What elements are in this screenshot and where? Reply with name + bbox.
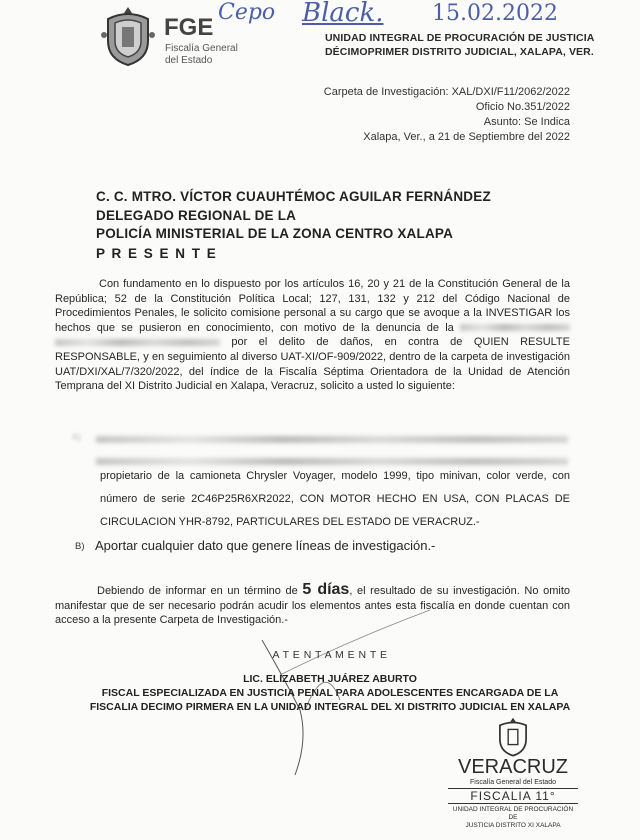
addressee-title-1: DELEGADO REGIONAL DE LA: [96, 208, 297, 223]
redacted-line-1: [96, 436, 568, 443]
item-a-label: A): [72, 432, 81, 442]
paragraph-1-part-b: por el delito de daños, en contra de QUIEN RESULTE RESPONSABLE, y en seguimiento al diverso UAT-XI/OF-909/2022, dentro de la carpeta de investigación UAT/DXI/XAL/7/320/2022, del índice de la Fiscalía Séptima Orientadora de la Unidad de Atención Temprana del XI Distrito Judicial en Xalapa, Veracruz, solicito a usted lo siguiente:: [55, 336, 570, 393]
subject: Asunto: Se Indica: [483, 116, 570, 128]
signer-name: LIC. ELIZABETH JUÁREZ ABURTO: [243, 673, 417, 685]
redacted-name-2: [55, 339, 220, 346]
stamp-unit-2: JUSTICIA DISTRITO XI XALAPA: [465, 822, 561, 829]
logo-acronym: FGE: [164, 14, 214, 41]
item-b-text: Aportar cualquier dato que genere líneas de investigación.-: [95, 538, 436, 553]
paragraph-2-post: , el resultado de su investigación. No omito manifestar que de ser necesario podrán acudir los elementos antes esta fiscalía en donde cuentan con acceso a la presente Carpeta de Investigación.-: [55, 585, 570, 627]
handwritten-date: 15.02.2022: [432, 1, 558, 26]
addressee-presente: P R E S E N T E: [96, 246, 218, 261]
item-a-text: propietario de la camioneta Chrysler Voyager, modelo 1999, tipo minivan, color verde, con número de serie 2C46P25R6XR2022, CON MOTOR HECHO EN USA, CON PLACAS DE CIRCULACION YHR-8792, PARTICULARES DEL ESTADO DE VERACRUZ.-: [100, 470, 570, 528]
redacted-line-2: [96, 458, 568, 465]
place-date: Xalapa, Ver., a 21 de Septiembre del 2022: [363, 131, 570, 143]
redacted-name: [460, 324, 570, 331]
stamp-office: FISCALIA 11°: [448, 789, 578, 804]
body-paragraph-1: [55, 277, 570, 394]
unit-line-1: UNIDAD INTEGRAL DE PROCURACIÓN DE JUSTICIA: [325, 32, 595, 44]
signer-title-2: FISCALIA DECIMO PIRMERA EN LA UNIDAD INTEGRAL DEL XI DISTRITO JUDICIAL EN XALAPA: [89, 701, 571, 713]
signer-title-1: FISCAL ESPECIALIZADA EN JUSTICIA PENAL PARA ADOLESCENTES ENCARGADA DE LA: [101, 687, 559, 699]
deadline-days: 5 días: [302, 581, 350, 598]
item-b-label: B): [75, 541, 85, 552]
closing: A T E N T A M E N T E: [272, 649, 388, 661]
stamp-org: Fiscalía General del Estado: [448, 778, 578, 789]
addressee-title-2: POLICÍA MINISTERIAL DE LA ZONA CENTRO XALAPA: [96, 226, 454, 241]
stamp-coat-of-arms-icon: [495, 717, 531, 757]
addressee-name: C. C. MTRO. VÍCTOR CUAUHTÉMOC AGUILAR FERNÁNDEZ: [96, 189, 491, 204]
stamp-state: VERACRUZ: [457, 756, 568, 778]
handwritten-note-1: Cepo: [218, 0, 276, 25]
handwritten-note-2: Black.: [302, 0, 384, 28]
oficio-number: Oficio No.351/2022: [475, 101, 570, 113]
carpeta-number: Carpeta de Investigación: XAL/DXI/F11/2062/2022: [323, 86, 570, 98]
unit-line-2: DÉCIMOPRIMER DISTRITO JUDICIAL, XALAPA, VER.: [325, 46, 594, 58]
paragraph-1-part-a: Con fundamento en lo dispuesto por los artículos 16, 20 y 21 de la Constitución General de la República; 52 de la Constitución Política Local; 127, 131, 132 y 212 del Código Nacional de Procedimientos Penales, le solicito comisione personal a su cargo que se avoque a la INVESTIGAR los hechos que se pusieron en conocimiento, con motivo de la denuncia de la: [55, 278, 570, 334]
logo-line-1: Fiscalía General: [165, 43, 238, 54]
logo-line-2: del Estado: [165, 55, 213, 66]
paragraph-2-pre: Debiendo de informar en un término de: [97, 585, 298, 597]
official-stamp: [448, 717, 578, 830]
stamp-unit-1: UNIDAD INTEGRAL DE PROCURACIÓN DE: [452, 806, 574, 821]
state-coat-of-arms-icon: [100, 5, 156, 67]
